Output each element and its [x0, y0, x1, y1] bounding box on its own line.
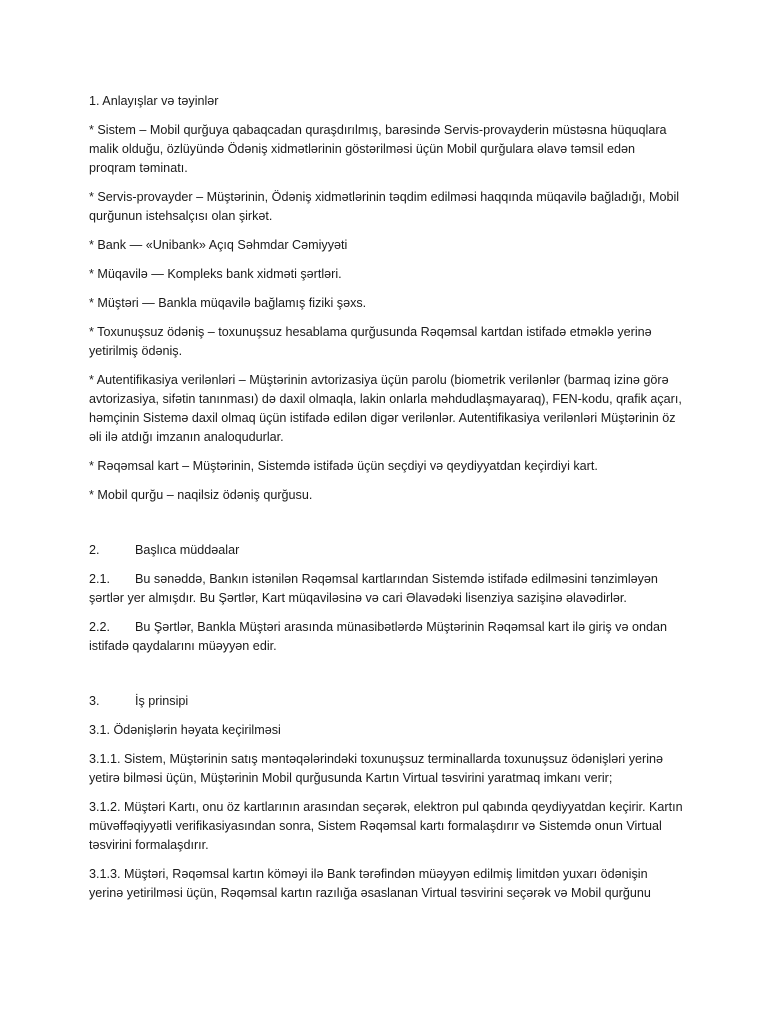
- definition-autentifikasiya: * Autentifikasiya verilənləri – Müştərinin avtorizasiya üçün parolu (biometrik verilənlər (barmaq izinə görə avtorizasiya, sifətin tanınması) də daxil olmaqla, lakin onlarla məhdudlaşmayaraq), FEN-kodu, qrafik açarı, həmçinin Sistemə daxil olmaq üçün istifadə edilən digər verilənlər. Autentifikasiya verilənləri Müştərinin öz əli ilə atdığı imzanın analoqudurlar.: [89, 373, 682, 444]
- definition-servis-provayder: * Servis-provayder – Müştərinin, Ödəniş xidmətlərinin təqdim edilməsi haqqında müqavilə bağladığı, Mobil qurğunun istehsalçısı olan şirkət.: [89, 190, 680, 223]
- definition-reqemsal-kart: * Rəqəmsal kart – Müştərinin, Sistemdə istifadə üçün seçdiyi və qeydiyyatdan keçirdiyi kart.: [89, 459, 598, 473]
- section-1-heading: 1. Anlayışlar və təyinlər: [89, 94, 219, 108]
- paragraph-2-1: [89, 570, 684, 608]
- paragraph-3-1-1: 3.1.1. Sistem, Müştərinin satış məntəqələrindəki toxunuşsuz terminallarda toxunuşsuz ödənişləri yerinə yetirə bilməsi üçün, Müştərinin Mobil qurğusunda Kartın Virtual təsvirini yaratmaq imkanı verir;: [89, 752, 663, 785]
- definition-bank: * Bank — «Unibank» Açıq Səhmdar Cəmiyyəti: [89, 238, 348, 252]
- paragraph-2-1-number: 2.1.: [89, 572, 111, 586]
- section-3-heading: [89, 692, 684, 711]
- section-3-title: İş prinsipi: [135, 694, 189, 708]
- definition-toxunussuz-odenis: * Toxunuşsuz ödəniş – toxunuşsuz hesablama qurğusunda Rəqəmsal kartdan istifadə etməklə yerinə yetirilmiş ödəniş.: [89, 325, 652, 358]
- definition-mobil-qurgu: * Mobil qurğu – naqilsiz ödəniş qurğusu.: [89, 488, 313, 502]
- subsection-3-1-heading: 3.1. Ödənişlərin həyata keçirilməsi: [89, 723, 281, 737]
- definition-muqavile: * Müqavilə — Kompleks bank xidməti şərtləri.: [89, 267, 342, 281]
- section-2-heading: [89, 541, 684, 560]
- paragraph-2-2-number: 2.2.: [89, 620, 111, 634]
- section-2-number: 2.: [89, 543, 100, 557]
- definition-sistem: * Sistem – Mobil qurğuya qabaqcadan quraşdırılmış, barəsində Servis-provayderin müstəsna hüquqlara malik olduğu, özlüyündə Ödəniş xidmətlərinin göstərilməsi üçün Mobil qurğulara əlavə təmsil edən proqram təminatı.: [89, 123, 667, 175]
- section-3-number: 3.: [89, 694, 100, 708]
- definition-musteri: * Müştəri — Bankla müqavilə bağlamış fiziki şəxs.: [89, 296, 367, 310]
- paragraph-3-1-2: 3.1.2. Müştəri Kartı, onu öz kartlarının arasından seçərək, elektron pul qabında qeydiyyatdan keçirir. Kartın müvəffəqiyyətli verifikasiyasından sonra, Sistem Rəqəmsal kartı formalaşdırır və Sistemdə onun Virtual təsvirini formalaşdırır.: [89, 800, 683, 852]
- paragraph-2-2: [89, 618, 684, 656]
- paragraph-2-2-text: Bu Şərtlər, Bankla Müştəri arasında münasibətlərdə Müştərinin Rəqəmsal kart ilə giriş və ondan istifadə qaydalarını müəyyən edir.: [89, 620, 667, 653]
- section-2-title: Başlıca müddəalar: [135, 543, 240, 557]
- paragraph-3-1-3: 3.1.3. Müştəri, Rəqəmsal kartın köməyi ilə Bank tərəfindən müəyyən edilmiş limitdən yuxarı ödənişin yerinə yetirilməsi üçün, Rəqəmsal kartın razılığa əsaslanan Virtual təsvirini seçərək və Mobil qurğunu: [89, 867, 651, 900]
- paragraph-2-1-text: Bu sənəddə, Bankın istənilən Rəqəmsal kartlarından Sistemdə istifadə edilməsini tənzimləyən şərtlər yer almışdır. Bu Şərtlər, Kart müqaviləsinə və cari Əlavədəki lisenziya sazişinə əlavədirlər.: [89, 572, 658, 605]
- document-page: [89, 92, 684, 903]
